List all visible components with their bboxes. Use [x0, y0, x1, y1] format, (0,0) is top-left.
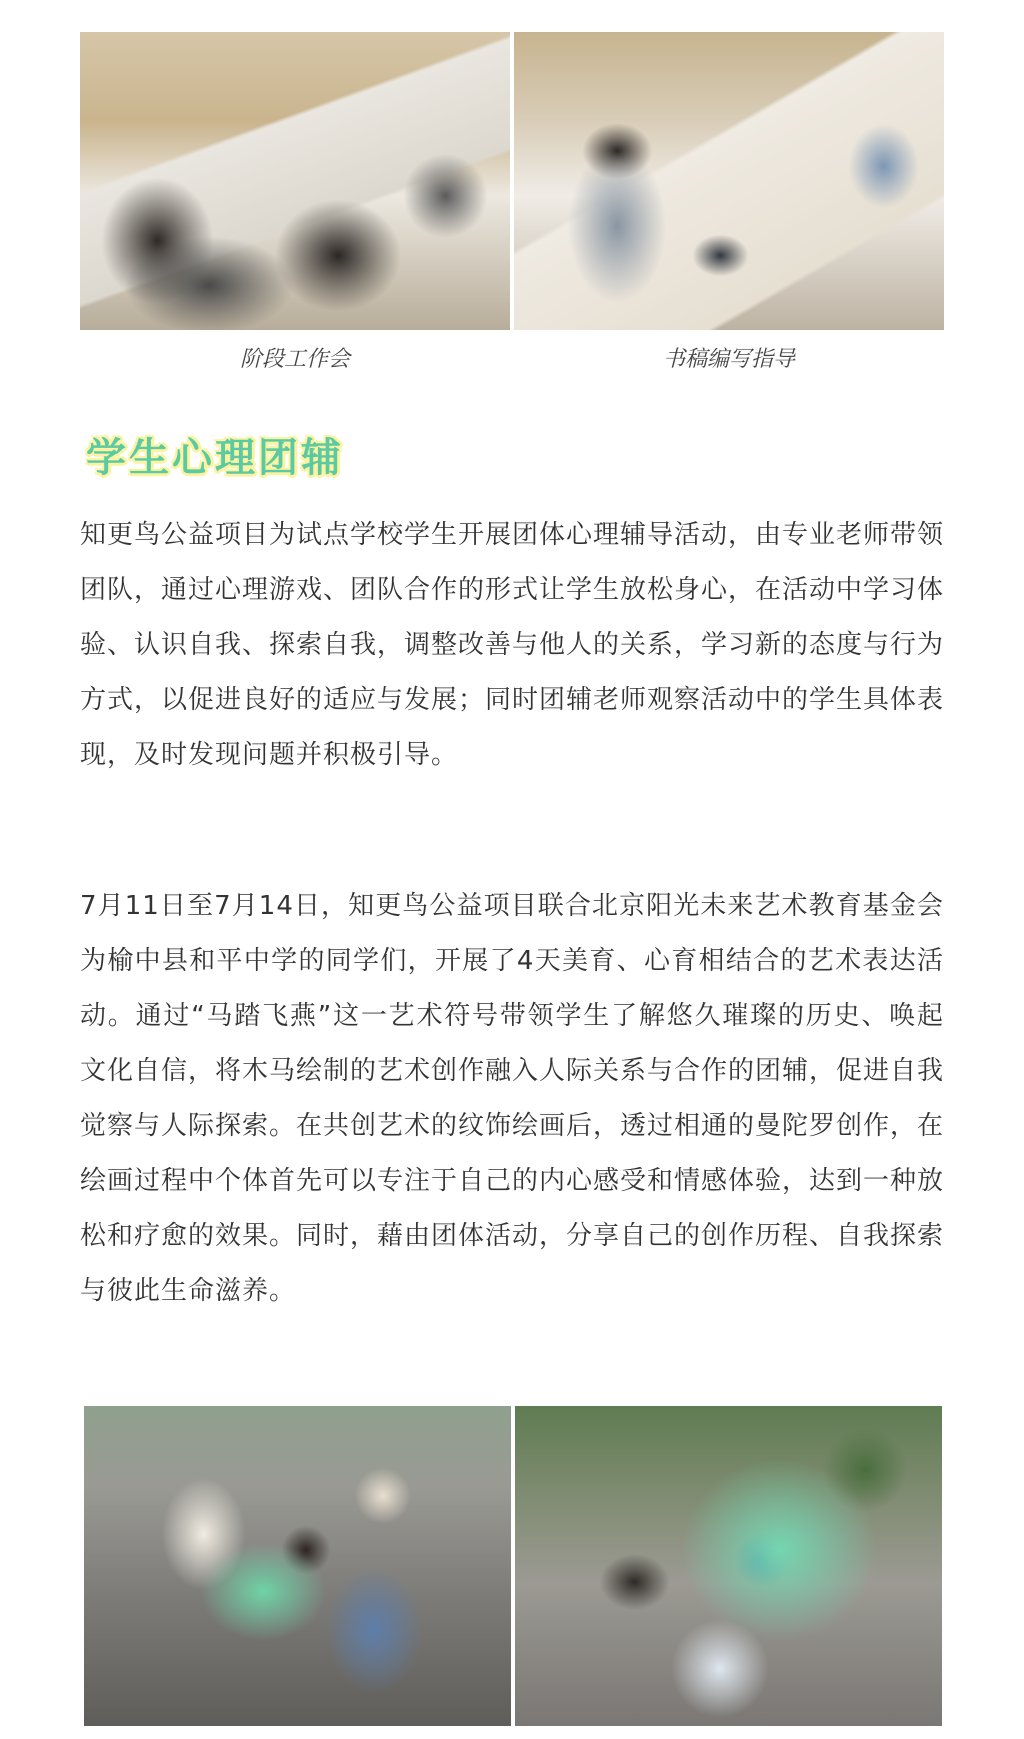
meeting-photo — [80, 32, 510, 330]
photo-caption-right: 书稿编写指导 — [662, 347, 795, 372]
bottom-photo-row — [84, 1406, 942, 1726]
paragraph-activity: 7月11日至7月14日，知更鸟公益项目联合北京阳光未来艺术教育基金会为榆中县和平中学的同学们，开展了4天美育、心育相结合的艺术表达活动。通过“马踏飞燕”这一艺术符号带领学生了解悠久璀璨的历史、唤起文化自信，将木马绘制的艺术创作融入人际关系与合作的团辅，促进自我觉察与人际探索。在共创艺术的纹饰绘画后，透过相通的曼陀罗创作，在绘画过程中个体首先可以专注于自己的内心感受和情感体验，达到一种放松和疗愈的效果。同时，藉由团体活动，分享自己的创作历程、自我探索与彼此生命滋养。 — [80, 891, 945, 1306]
top-photo-row — [80, 32, 944, 330]
writing-guidance-photo — [514, 32, 944, 330]
group-rocking-horse-photo — [515, 1406, 942, 1726]
photo-caption-left: 阶段工作会 — [239, 347, 350, 372]
painting-rocking-horse-photo — [84, 1406, 511, 1726]
paragraph-intro: 知更鸟公益项目为试点学校学生开展团体心理辅导活动，由专业老师带领团队，通过心理游戏、团队合作的形式让学生放松身心，在活动中学习体验、认识自我、探索自我，调整改善与他人的关系，学习新的态度与行为方式，以促进良好的适应与发展；同时团辅老师观察活动中的学生具体表现，及时发现问题并积极引导。 — [80, 520, 945, 770]
section-title: 学生心理团辅 — [86, 435, 344, 481]
